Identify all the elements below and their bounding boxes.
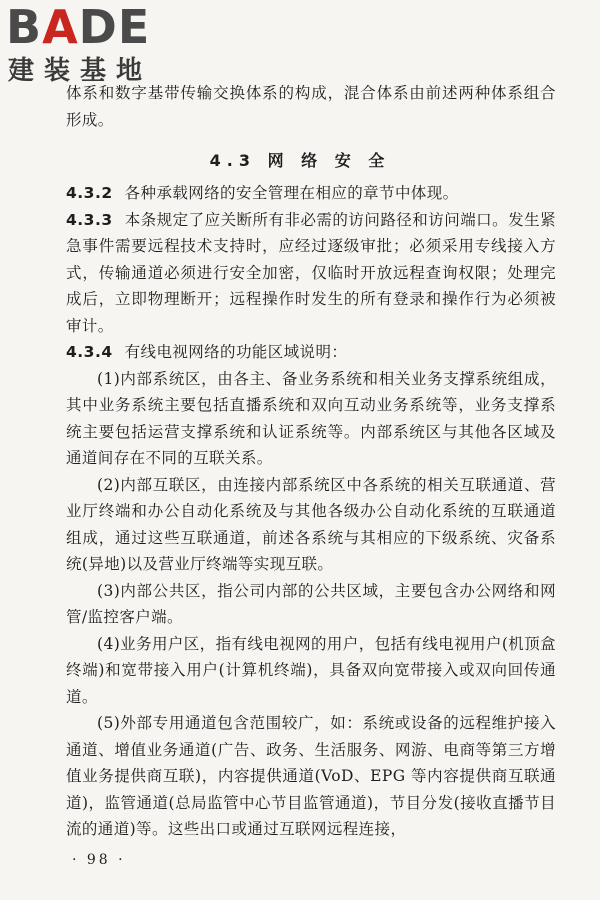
list-item-1: (1)内部系统区，由各主、备业务系统和相关业务支撑系统组成，其中业务系统主要包括直播系统和双向互动业务系统等，业务支撑系统主要包括运营支撑系统和认证系统等。内部系统区与其他各区域及通道间存在不同的互联关系。 — [66, 369, 556, 467]
clause-text: 各种承载网络的安全管理在相应的章节中体现。 — [124, 184, 459, 202]
clause-4-3-3 — [66, 207, 556, 340]
section-heading — [0, 148, 600, 171]
list-item-3: (3)内部公共区，指公司内部的公共区域，主要包含办公网络和网管/监控客户端。 — [66, 581, 556, 626]
list-item-5: (5)外部专用通道包含范围较广，如：系统或设备的远程维护接入通道、增值业务通道(广告、政务、生活服务、网游、电商等第三方增值业务提供商互联)，内容提供通道(VoD、EPG 等内容提供商互联通道)，监管通道(总局监管中心节目监管通道)，节目分发(接收直播节目流的通道)等。这些出口或通过互联网远程连接， — [66, 714, 556, 838]
list-item-2: (2)内部互联区，由连接内部系统区中各系统的相关互联通道、营业厅终端和办公自动化系统及与其他各级办公自动化系统的互联通道组成，通过这些互联通道，前述各系统与其相应的下级系统、灾备系统(异地)以及营业厅终端等实现互联。 — [66, 475, 556, 573]
clause-text: 有线电视网络的功能区域说明： — [124, 343, 348, 361]
bade-logo — [6, 0, 176, 86]
logo-brand-text — [6, 0, 176, 54]
logo-letter-a: A — [42, 0, 79, 54]
clause-4-3-2 — [66, 180, 556, 207]
logo-letter-e: E — [117, 0, 151, 54]
intro-paragraph: 体系和数字基带传输交换体系的构成，混合体系由前述两种体系组合形成。 — [66, 84, 556, 129]
clause-4-3-4 — [66, 339, 556, 366]
logo-chinese-text: 建装基地 — [8, 56, 153, 86]
page-number: · 98 · — [72, 852, 126, 868]
document-body — [66, 180, 556, 843]
clause-number: 4.3.3 — [66, 210, 113, 229]
list-item-4: (4)业务用户区，指有线电视网的用户，包括有线电视用户(机顶盒终端)和宽带接入用户(计算机终端)，具备双向宽带接入或双向回传通道。 — [66, 634, 556, 706]
logo-letter-d: D — [78, 0, 118, 54]
clause-number: 4.3.2 — [66, 184, 113, 202]
clause-number: 4.3.4 — [66, 343, 113, 361]
section-title: 网 络 安 全 — [267, 151, 391, 170]
clause-text: 本条规定了应关断所有非必需的访问路径和访问端口。发生紧急事件需要远程技术支持时，应经过逐级审批；必须采用专线接入方式，传输通道必须进行安全加密，仅临时开放远程查询权限；处理完成后，立即物理断开；远程操作时发生的所有登录和操作行为必须被审计。 — [66, 210, 556, 335]
logo-letter-b: B — [6, 0, 43, 54]
section-number: 4.3 — [209, 151, 257, 170]
